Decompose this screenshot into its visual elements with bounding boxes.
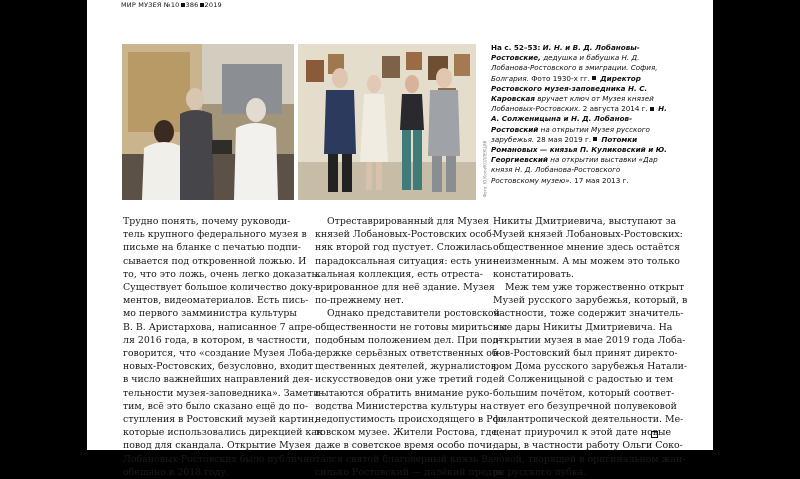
text-line: держке серьёзных ответственных об-	[315, 348, 501, 360]
text-line: водства Министерства культуры на	[315, 400, 493, 412]
text-line: искусствоведов они уже третий год	[315, 374, 493, 386]
caption-page-ref: На с. 52–53:	[491, 43, 541, 52]
photo-credit: Фото: Ю.Коля/КОЛЛЕКЦИЯ	[482, 140, 488, 198]
photo-exhibition-group	[298, 44, 476, 200]
text-line: В. В. Аристархова, написанное 7 апре-	[123, 321, 316, 333]
text-line: князей Лобановых-Ростовских особ-	[315, 229, 495, 241]
text-line: тался святой благоверный князь Ва-	[315, 453, 497, 465]
text-line: Музей князей Лобановых-Ростовских:	[493, 229, 683, 241]
text-line: врированное для неё здание. Музея	[315, 282, 495, 294]
running-head	[121, 1, 222, 11]
text-line: письме на бланке с печатью подпи-	[123, 242, 301, 254]
text-line: Никиты Дмитриевича, выступают за	[493, 216, 677, 227]
caption-subject-2: Директор Ростовского музея-заповедника Н. С. Каровская	[491, 73, 648, 104]
caption-date-3: 28 мая 2019 г.	[536, 134, 592, 144]
caption-text-1: дедушка и бабушка Н. Д. Лобанова-Ростовского в эмиграции. София, Болгария.	[491, 53, 658, 83]
text-line: ля 2016 года, в котором, в частности,	[123, 334, 311, 346]
text-line: дары, в частности работу Ольги Соко-	[493, 440, 683, 452]
caption-date-2: 2 августа 2014 г.	[582, 104, 648, 114]
text-line: неизменным. А мы можем это только	[493, 255, 680, 267]
text-line: кальная коллекция, есть отреста-	[315, 268, 483, 280]
text-line: пытаются обратить внимание руко-	[315, 387, 493, 399]
text-line: новых-Ростовских, безусловно, входит	[123, 361, 314, 373]
text-line: по-прежнему нет.	[315, 295, 405, 307]
text-line: в число важнейших направлений дея-	[123, 374, 313, 386]
square-bullet-icon	[200, 3, 204, 7]
caption-text-3: на открытии Музея русского зарубежья.	[491, 124, 650, 144]
text-line: тель крупного федерального музея в	[123, 229, 307, 241]
text-line: общественное мнение здесь остаётся	[493, 242, 680, 254]
caption-text-4: на открытии выставки «Дар князя Н. Д. Лобанова-Ростовского Ростовскому музею».	[491, 155, 658, 185]
text-line: констатировать.	[493, 268, 574, 280]
caption-note-1: Фото 1930-х гг.	[531, 73, 590, 83]
caption-date-4: 17 мая 2013 г.	[574, 175, 629, 185]
caption-text-2: вручает ключ от Музея князей Лобановых-Ростовских.	[491, 94, 654, 114]
text-line: Трудно понять, почему руководи-	[123, 216, 291, 227]
text-line: филантропической деятельности. Ме-	[493, 414, 684, 426]
text-line: няк второй год пустует. Сложилась	[315, 242, 493, 254]
square-bullet-icon	[181, 3, 185, 7]
text-line: тельности музея-заповедника». Замети-	[123, 387, 323, 399]
text-line: ступления в Ростовский музей картин,	[123, 414, 318, 426]
text-line: ствует его безупречной полувековой	[493, 400, 677, 412]
end-of-article-mark	[651, 431, 658, 438]
text-line: открытии музея в мае 2019 года Лоба-	[493, 334, 686, 346]
text-line: ром Дома русского зарубежья Натали-	[493, 361, 688, 373]
text-line: тим, всё это было сказано ещё до по-	[123, 400, 309, 412]
article-column-2	[315, 215, 507, 479]
square-bullet-icon	[650, 107, 654, 111]
issue-number: 386	[185, 1, 199, 9]
article-column-1	[123, 215, 323, 479]
text-line: сывается под откровенной ложью. И	[123, 255, 307, 267]
text-line: Однако представители ростовской	[327, 308, 500, 320]
caption-subject-4: Потомки Романовых — князья П. Куликовский и Ю. Георгиевский	[491, 134, 667, 165]
text-line: то, что это ложь, очень легко доказать.	[123, 268, 320, 280]
text-line: Меж тем уже торжественно открыт	[505, 282, 685, 294]
magazine-page	[87, 0, 713, 478]
text-line: ценат приурочил к этой дате новые	[493, 427, 672, 439]
text-line: нов-Ростовский был принят директо-	[493, 348, 678, 360]
photo-caption	[491, 43, 669, 186]
text-line: Лобановых-Ростовских было публично	[123, 453, 316, 465]
square-bullet-icon	[593, 137, 597, 141]
text-line: ей Солженицыной с радостью и тем	[493, 374, 674, 386]
magazine-title: МИР МУЗЕЯ №10	[121, 1, 180, 9]
text-line: повод для скандала. Открытие Музея	[123, 440, 311, 452]
text-line: ментов, видеоматериалов. Есть пись-	[123, 295, 309, 307]
square-bullet-icon	[592, 76, 596, 80]
text-line: недопустимость происходящего в Рос-	[315, 414, 507, 426]
text-line: говорится, что «создание Музея Лоба-	[123, 348, 316, 360]
text-line: парадоксальная ситуация: есть уни-	[315, 255, 496, 267]
text-line: силько Ростовский — далёкий предок	[315, 466, 504, 478]
article-column-3	[493, 215, 688, 479]
text-line: Отреставрированный для Музея	[327, 216, 489, 227]
text-line: ные дары Никиты Дмитриевича. На	[493, 321, 673, 333]
caption-subject-1: И. Н. и В. Д. Лобановы-Ростовские,	[491, 43, 640, 63]
text-line: подобным положением дел. При под-	[315, 334, 502, 346]
issue-year: 2019	[204, 1, 222, 9]
text-line: частности, тоже содержит значитель-	[493, 308, 684, 320]
text-line: ловой, творящей в оригинальном жан-	[493, 453, 686, 465]
text-line: мо первого замминистра культуры	[123, 308, 297, 320]
text-line: щественных деятелей, журналистов,	[315, 361, 499, 373]
text-line: общественности не готовы мириться с	[315, 321, 507, 333]
caption-subject-3: Н. А. Солженицына и Н. Д. Лобанов-Ростовский	[491, 104, 667, 134]
text-line: обещано в 2018 году.	[123, 466, 229, 478]
text-line: Музей русского зарубежья, который, в	[493, 295, 688, 307]
photo-archival	[122, 44, 294, 200]
text-line: товском музее. Жители Ростова, где	[315, 427, 497, 439]
text-line: которые использовались дирекцией как	[123, 427, 323, 439]
text-line: большим почётом, который соответ-	[493, 387, 675, 399]
text-line: ре русского лубка.	[493, 466, 587, 478]
text-line: даже в советское время особо почи-	[315, 440, 496, 452]
text-line: Существует большое количество доку-	[123, 282, 316, 294]
